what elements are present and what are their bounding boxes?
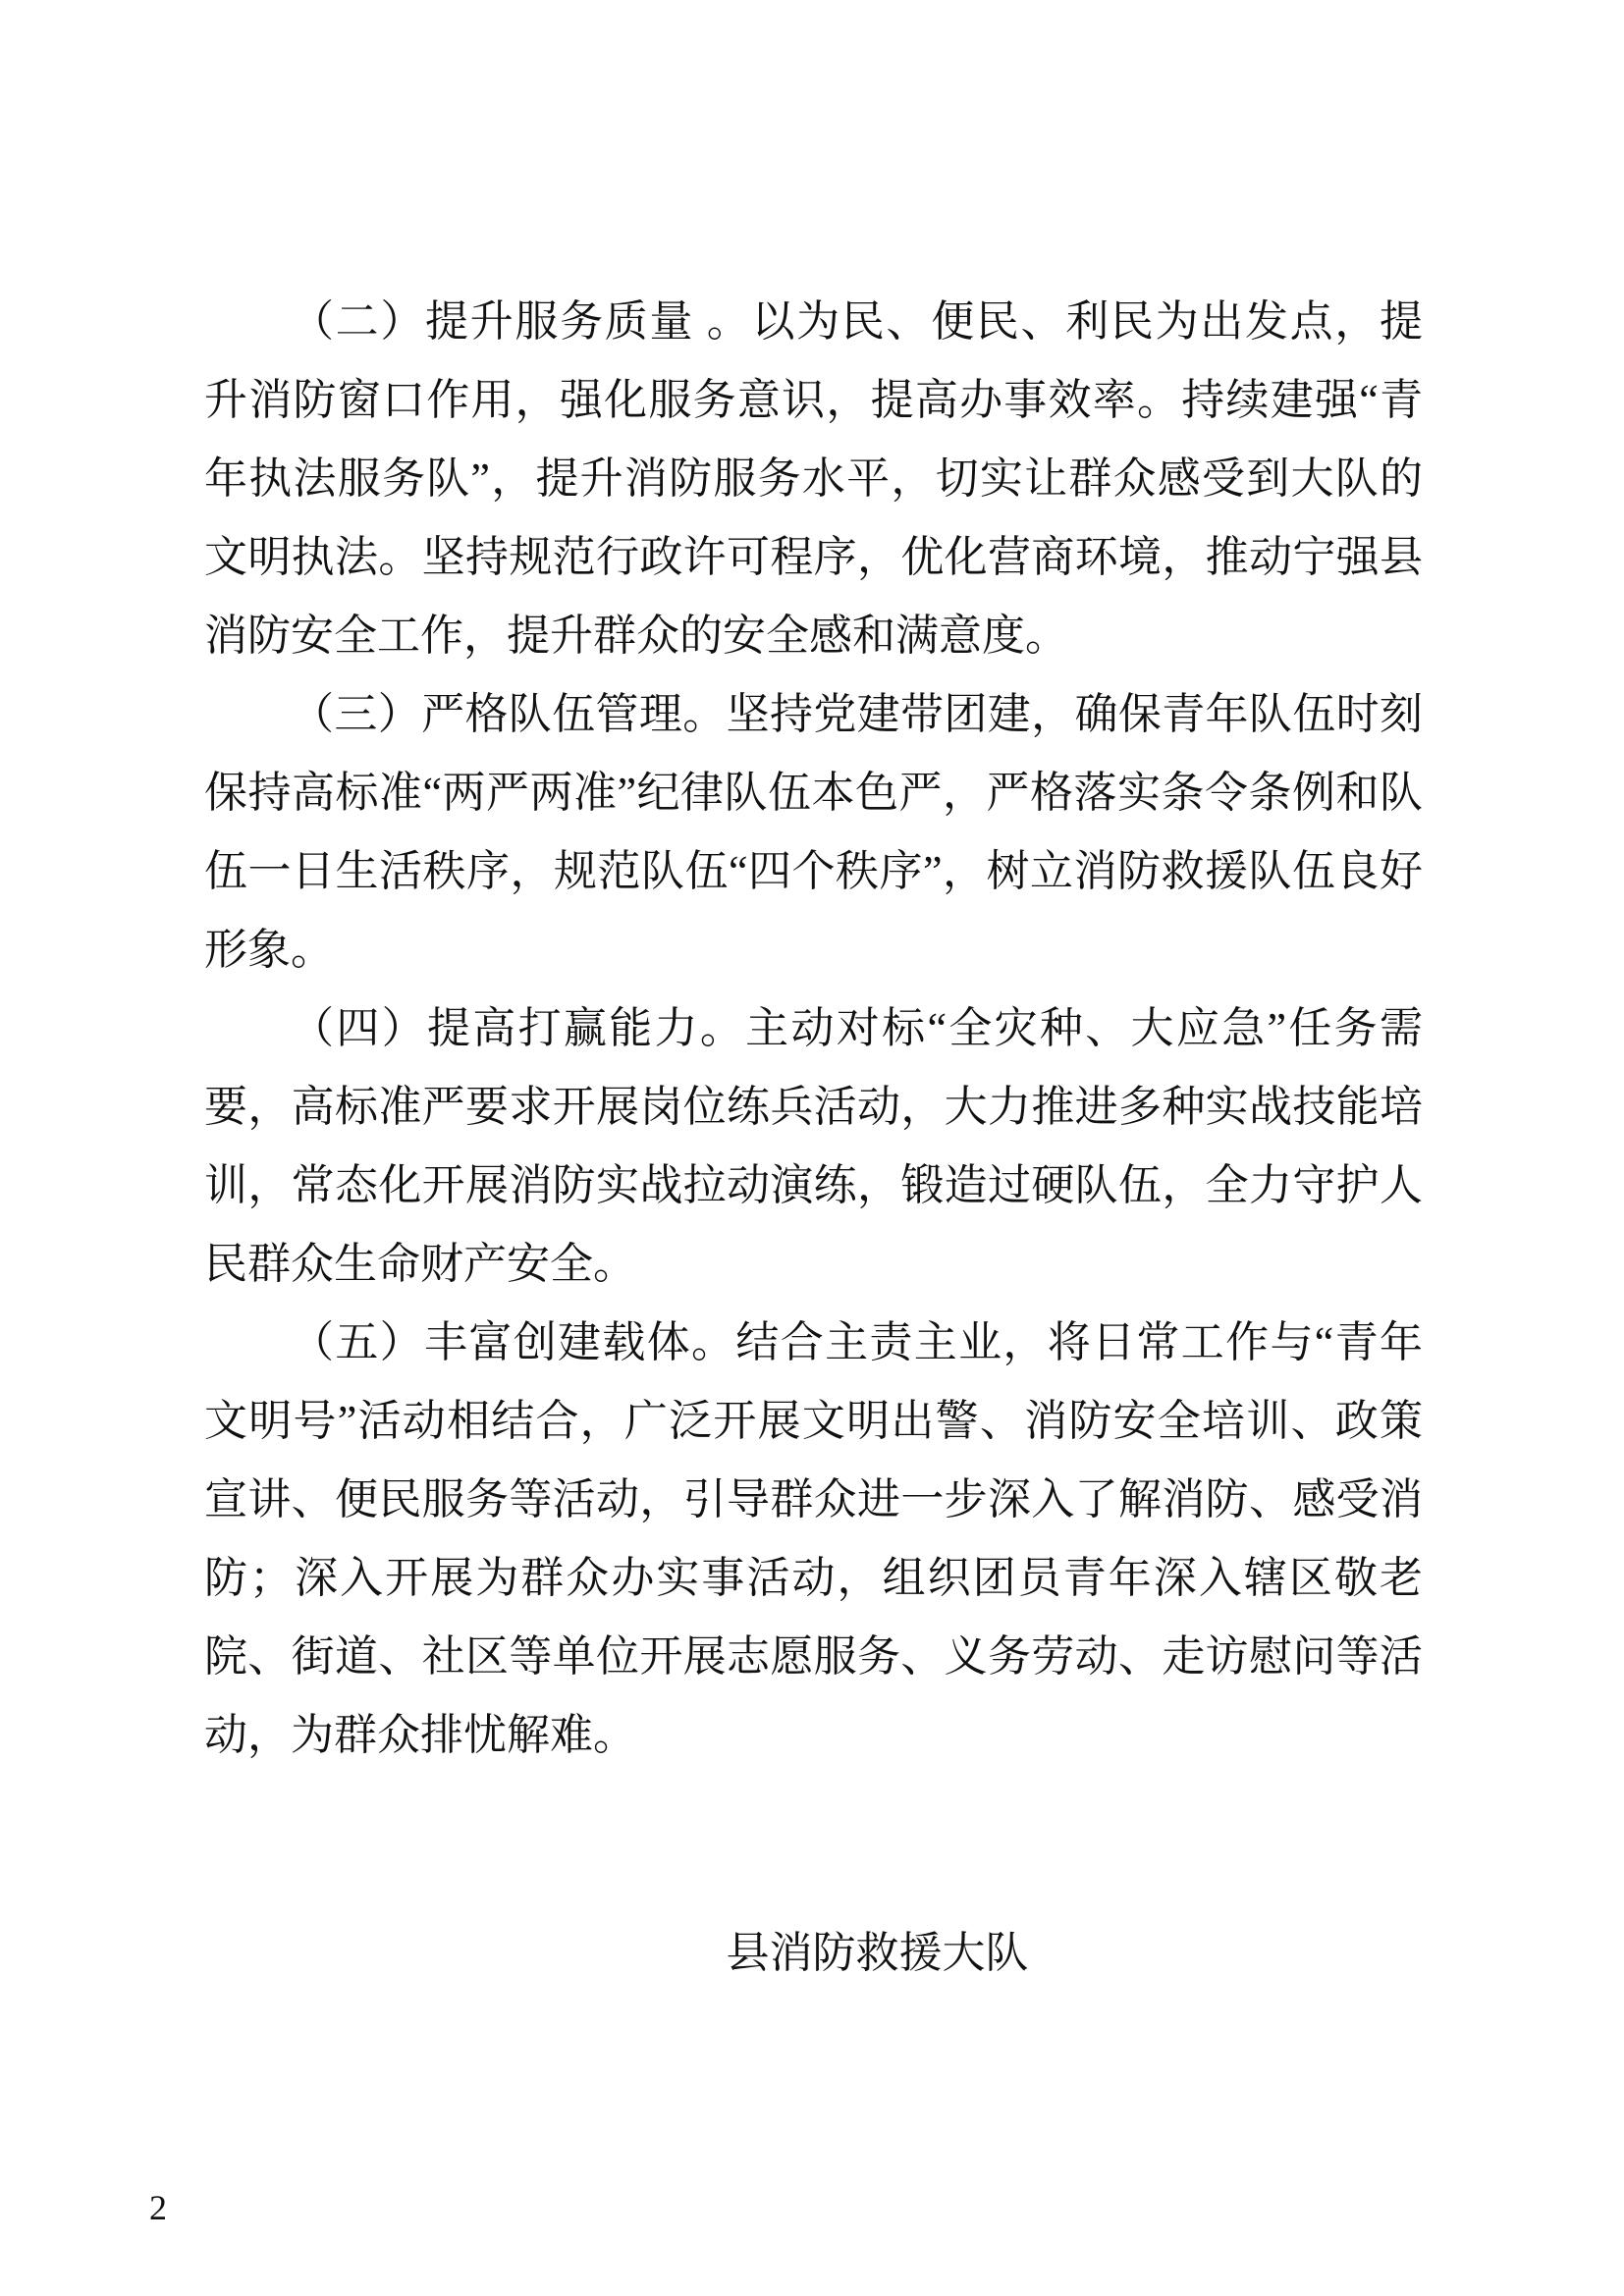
paragraph: （三）严格队伍管理。坚持党建带团建，确保青年队伍时刻保持高标准“两严两准”纪律队伍本色严，严格落实条令条例和队伍一日生活秩序，规范队伍“四个秩序”，树立消防救援队伍良好形象。	[204, 690, 1423, 974]
document-body	[204, 283, 1423, 1775]
paragraph: （五）丰富创建载体。结合主责主业，将日常工作与“青年文明号”活动相结合，广泛开展文明出警、消防安全培训、政策宣讲、便民服务等活动，引导群众进一步深入了解消防、感受消防；深入开展为群众办实事活动，组织团员青年深入辖区敬老院、街道、社区等单位开展志愿服务、义务劳动、走访慰问等活动，为群众排忧解难。	[204, 1318, 1423, 1759]
paragraph: （二）提升服务质量 。以为民、便民、利民为出发点，提升消防窗口作用，强化服务意识，提高办事效率。持续建强“青年执法服务队”，提升消防服务水平，切实让群众感受到大队的文明执法。坚持规范行政许可程序，优化营商环境，推动宁强县消防安全工作，提升群众的安全感和满意度。	[204, 297, 1423, 660]
page-number: 2	[149, 2188, 167, 2227]
document-content	[204, 283, 1423, 1993]
signature-line: 县消防救援大队	[726, 1929, 1029, 1977]
paragraph: （四）提高打赢能力。主动对标“全灾种、大应急”任务需要，高标准严要求开展岗位练兵活动，大力推进多种实战技能培训，常态化开展消防实战拉动演练，锻造过硬队伍，全力守护人民群众生命财产安全。	[204, 1004, 1423, 1288]
